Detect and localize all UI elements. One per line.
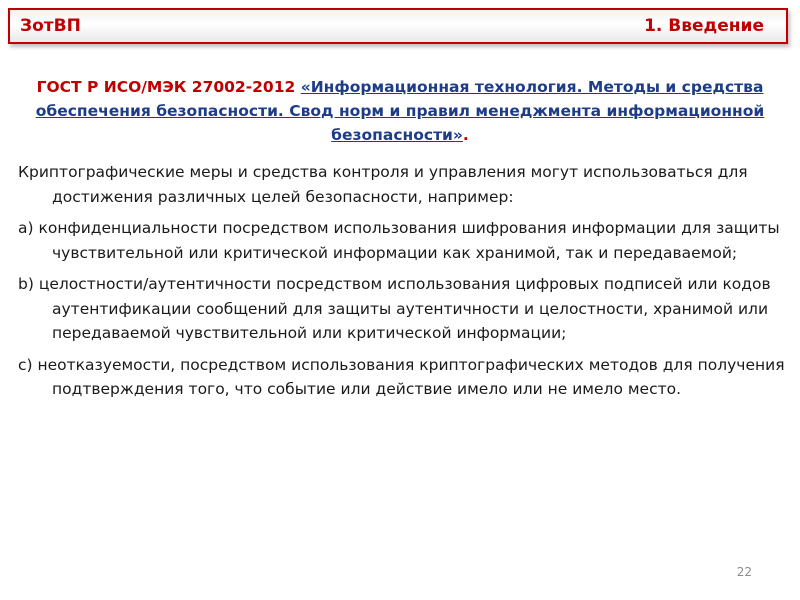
standard-name-link[interactable]: «Информационная технология. Методы и средства обеспечения безопасности. Свод норм и правил менеджмента информационной безопасности» bbox=[35, 78, 765, 144]
list-item-integrity: b) целостности/аутентичности посредством использования цифровых подписей или кодов аутентификации сообщений для защиты аутентичности и целостности, хранимой или передаваемой чувствительной или критической информации; bbox=[18, 275, 771, 342]
section-label: 1. Введение bbox=[644, 16, 764, 36]
slide-title bbox=[30, 75, 770, 147]
standard-code: ГОСТ Р ИСО/МЭК 27002-2012 bbox=[36, 78, 301, 96]
body-text bbox=[18, 160, 788, 409]
intro-paragraph: Криптографические меры и средства контроля и управления могут использоваться для достижения различных целей безопасности, например: bbox=[18, 163, 748, 206]
list-item-confidentiality: a) конфиденциальности посредством использования шифрования информации для защиты чувствительной или критической информации как хранимой, так и передаваемой; bbox=[18, 219, 780, 262]
title-period: . bbox=[462, 126, 469, 144]
page-number: 22 bbox=[736, 565, 752, 579]
header-bar bbox=[8, 8, 788, 44]
course-label: ЗотВП bbox=[20, 16, 81, 36]
list-item-non-repudiation: c) неотказуемости, посредством использования криптографических методов для получения подтверждения того, что событие или действие имело или не имело место. bbox=[18, 355, 785, 398]
